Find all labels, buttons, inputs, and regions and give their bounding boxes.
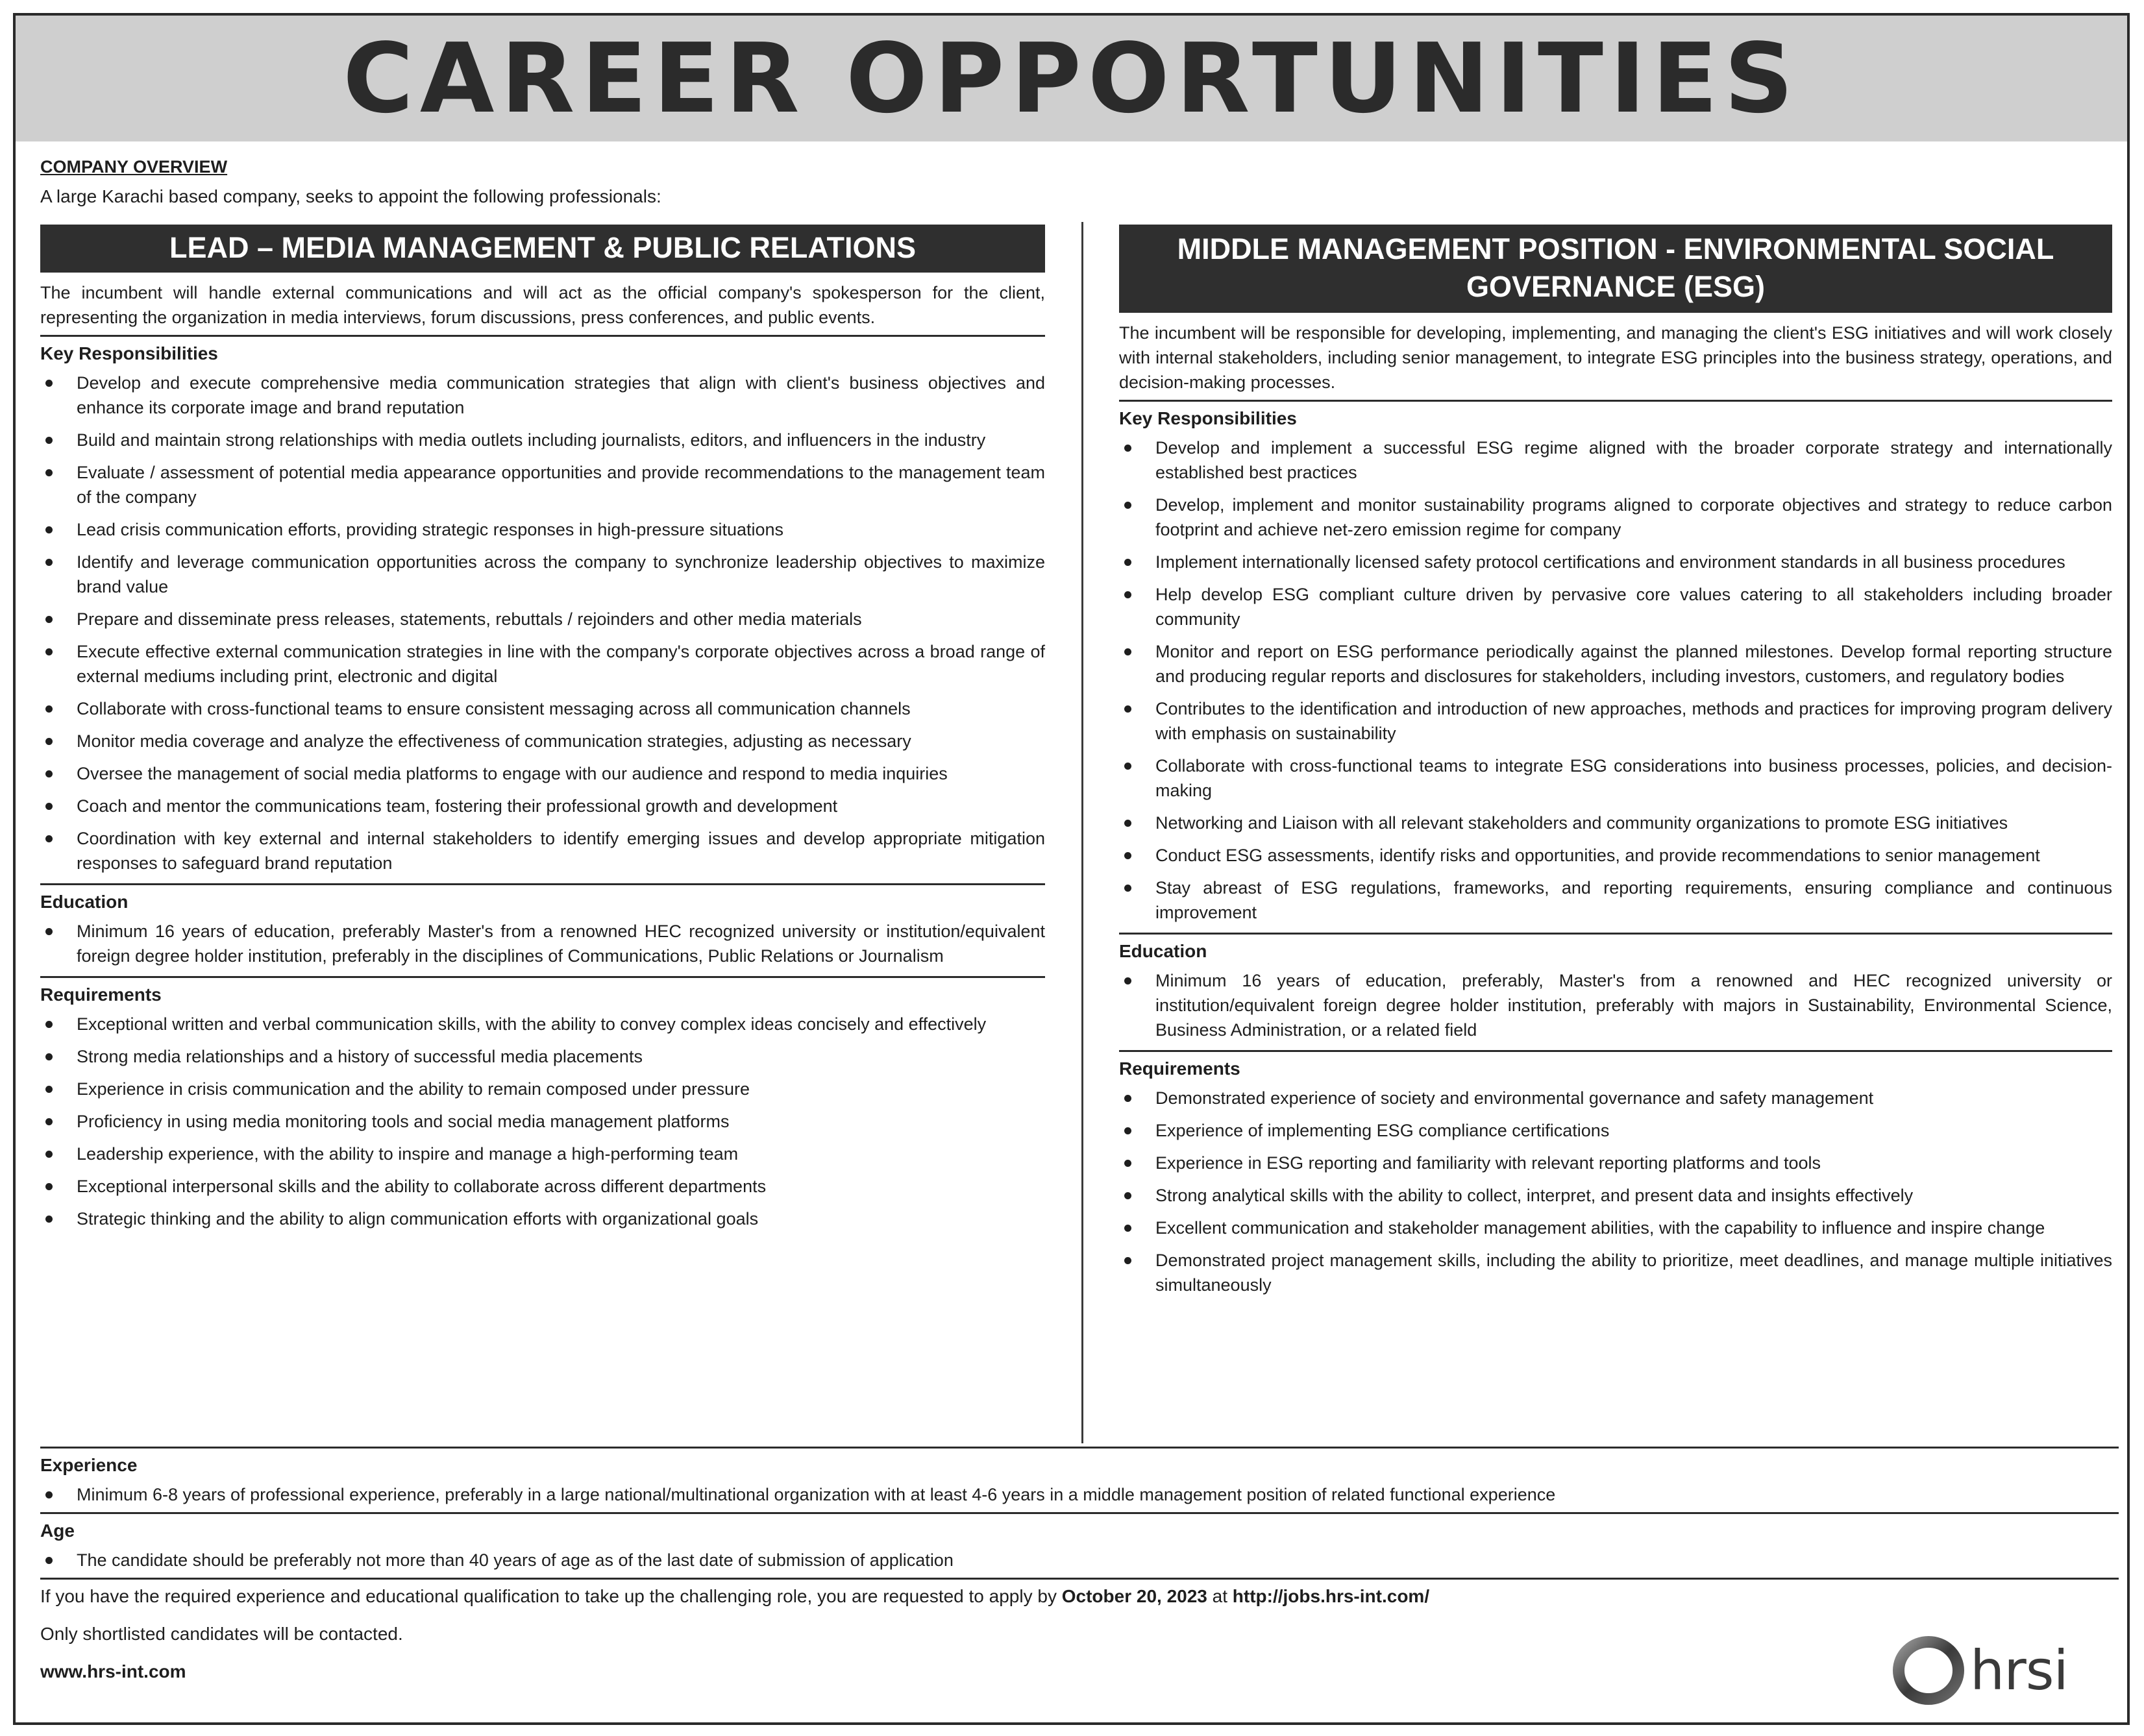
list-item: Demonstrated project management skills, including the ability to prioritize, meet deadlines, and manage multiple initiatives simultaneously (1119, 1248, 2112, 1297)
list-item: Experience in ESG reporting and familiarity with relevant reporting platforms and tools (1119, 1151, 2112, 1175)
age-list (40, 1548, 2119, 1572)
requirements-heading: Requirements (1119, 1058, 1240, 1079)
position-title: LEAD – MEDIA MANAGEMENT & PUBLIC RELATIONS (40, 225, 1045, 273)
hrsi-logo (1890, 1632, 2104, 1709)
apply-instructions (40, 1583, 2119, 1609)
apply-link[interactable]: http://jobs.hrs-int.com/ (1232, 1586, 1430, 1606)
divider (40, 976, 1045, 978)
requirements-list (1119, 1086, 2112, 1297)
overview-text: A large Karachi based company, seeks to appoint the following professionals: (40, 186, 661, 206)
position-title: MIDDLE MANAGEMENT POSITION - ENVIRONMENTAL SOCIAL GOVERNANCE (ESG) (1119, 225, 2112, 313)
list-item: Collaborate with cross-functional teams to ensure consistent messaging across all communication channels (40, 696, 1045, 721)
list-item: Minimum 16 years of education, preferably Master's from a renowned HEC recognized university or institution/equivalent foreign degree holder institution, preferably in the disciplines of Communications, Public Relations or Journalism (40, 919, 1045, 968)
position-intro: The incumbent will handle external communications and will act as the official company's spokesperson for the client, representing the organization in media interviews, forum discussions, press conferences, and public events. (40, 283, 1045, 327)
divider (40, 335, 1045, 337)
list-item: Proficiency in using media monitoring tools and social media management platforms (40, 1109, 1045, 1134)
list-item: Oversee the management of social media platforms to engage with our audience and respond to media inquiries (40, 761, 1045, 786)
list-item: Monitor and report on ESG performance periodically against the planned milestones. Develop formal reporting structure and producing regular reports and disclosures for stakeholders, including investors, customers, and regulatory bodies (1119, 639, 2112, 689)
divider (40, 883, 1045, 885)
list-item: Strong media relationships and a history of successful media placements (40, 1044, 1045, 1069)
shortlist-note: Only shortlisted candidates will be contacted. (40, 1624, 403, 1644)
list-item: Contributes to the identification and introduction of new approaches, methods and practices for improving program delivery with emphasis on sustainability (1119, 696, 2112, 746)
list-item: Exceptional interpersonal skills and the ability to collaborate across different departments (40, 1174, 1045, 1199)
divider (40, 1512, 2119, 1514)
list-item: Help develop ESG compliant culture driven by pervasive core values catering to all stakeholders including broader community (1119, 582, 2112, 631)
responsibilities-heading: Key Responsibilities (40, 343, 218, 363)
list-item: Build and maintain strong relationships with media outlets including journalists, editors, and influencers in the industry (40, 428, 1045, 452)
apply-deadline: October 20, 2023 (1061, 1586, 1207, 1606)
list-item: Networking and Liaison with all relevant stakeholders and community organizations to promote ESG initiatives (1119, 811, 2112, 835)
list-item: Evaluate / assessment of potential media appearance opportunities and provide recommendations to the management team of the company (40, 460, 1045, 509)
list-item: Collaborate with cross-functional teams to integrate ESG considerations into business processes, policies, and decision-making (1119, 753, 2112, 803)
education-heading: Education (1119, 941, 1207, 961)
list-item: Monitor media coverage and analyze the effectiveness of communication strategies, adjusting as necessary (40, 729, 1045, 753)
list-item: Exceptional written and verbal communication skills, with the ability to convey complex ideas concisely and effectively (40, 1012, 1045, 1036)
position-intro: The incumbent will be responsible for developing, implementing, and managing the client's ESG initiatives and will work closely with internal stakeholders, including senior management, to integrate ESG principles into the business strategy, operations, and decision-making processes. (1119, 323, 2112, 392)
responsibilities-list (40, 371, 1045, 875)
list-item: Experience in crisis communication and the ability to remain composed under pressure (40, 1077, 1045, 1101)
logo-text: hrsi (1970, 1639, 2068, 1702)
media-pr-position (40, 225, 1045, 1239)
list-item: Coach and mentor the communications team, fostering their professional growth and development (40, 794, 1045, 818)
list-item: Minimum 6-8 years of professional experience, preferably in a large national/multinational organization with at least 4-6 years in a middle management position of related functional experience (40, 1482, 2119, 1507)
requirements-list (40, 1012, 1045, 1231)
list-item: Develop, implement and monitor sustainability programs aligned to corporate objectives and strategy to reduce carbon footprint and achieve net-zero emission regime for company (1119, 493, 2112, 542)
company-overview (40, 157, 949, 207)
list-item: Prepare and disseminate press releases, statements, rebuttals / rejoinders and other media materials (40, 607, 1045, 631)
age-heading: Age (40, 1521, 75, 1541)
education-list (1119, 968, 2112, 1042)
apply-text-at: at (1207, 1586, 1233, 1606)
list-item: The candidate should be preferably not more than 40 years of age as of the last date of submission of application (40, 1548, 2119, 1572)
list-item: Stay abreast of ESG regulations, frameworks, and reporting requirements, ensuring compliance and continuous improvement (1119, 875, 2112, 925)
divider (40, 1578, 2119, 1580)
list-item: Identify and leverage communication opportunities across the company to synchronize leadership objectives to maximize brand value (40, 550, 1045, 599)
experience-heading: Experience (40, 1455, 138, 1475)
overview-heading: COMPANY OVERVIEW (40, 157, 228, 177)
column-divider (1081, 222, 1083, 1443)
list-item: Conduct ESG assessments, identify risks and opportunities, and provide recommendations to senior management (1119, 843, 2112, 868)
list-item: Demonstrated experience of society and environmental governance and safety management (1119, 1086, 2112, 1110)
list-item: Leadership experience, with the ability to inspire and manage a high-performing team (40, 1142, 1045, 1166)
list-item: Develop and implement a successful ESG regime aligned with the broader corporate strategy and internationally established best practices (1119, 435, 2112, 485)
divider (1119, 400, 2112, 402)
divider (1119, 933, 2112, 935)
esg-position (1119, 225, 2112, 1305)
education-heading: Education (40, 892, 129, 912)
divider (40, 1447, 2119, 1449)
list-item: Minimum 16 years of education, preferably, Master's from a renowned and HEC recognized university or institution/equivalent foreign degree holder institution, preferably with majors in Sustainability, Environmental Science, Business Administration, or a related field (1119, 968, 2112, 1042)
list-item: Experience of implementing ESG compliance certifications (1119, 1118, 2112, 1143)
divider (1119, 1050, 2112, 1052)
page-title: CAREER OPPORTUNITIES (343, 23, 1800, 134)
website-link[interactable]: www.hrs-int.com (40, 1661, 186, 1681)
list-item: Lead crisis communication efforts, providing strategic responses in high-pressure situations (40, 517, 1045, 542)
list-item: Strong analytical skills with the ability to collect, interpret, and present data and insights effectively (1119, 1183, 2112, 1208)
list-item: Execute effective external communication strategies in line with the company's corporate objectives across a broad range of external mediums including print, electronic and digital (40, 639, 1045, 689)
list-item: Strategic thinking and the ability to align communication efforts with organizational goals (40, 1206, 1045, 1231)
apply-text: If you have the required experience and educational qualification to take up the challenging role, you are requested to apply by (40, 1586, 1062, 1606)
header-banner (16, 16, 2127, 141)
responsibilities-list (1119, 435, 2112, 925)
responsibilities-heading: Key Responsibilities (1119, 408, 1297, 428)
hrsi-ring-logo-icon (1890, 1632, 1967, 1709)
list-item: Coordination with key external and internal stakeholders to identify emerging issues and develop appropriate mitigation responses to safeguard brand reputation (40, 826, 1045, 875)
experience-list (40, 1482, 2119, 1507)
education-list (40, 919, 1045, 968)
list-item: Excellent communication and stakeholder management abilities, with the capability to influence and inspire change (1119, 1216, 2112, 1240)
list-item: Implement internationally licensed safety protocol certifications and environment standards in all business procedures (1119, 550, 2112, 574)
common-section (40, 1447, 2119, 1685)
requirements-heading: Requirements (40, 984, 162, 1005)
advertisement-frame (13, 13, 2130, 1725)
list-item: Develop and execute comprehensive media communication strategies that align with client's business objectives and enhance its corporate image and brand reputation (40, 371, 1045, 420)
